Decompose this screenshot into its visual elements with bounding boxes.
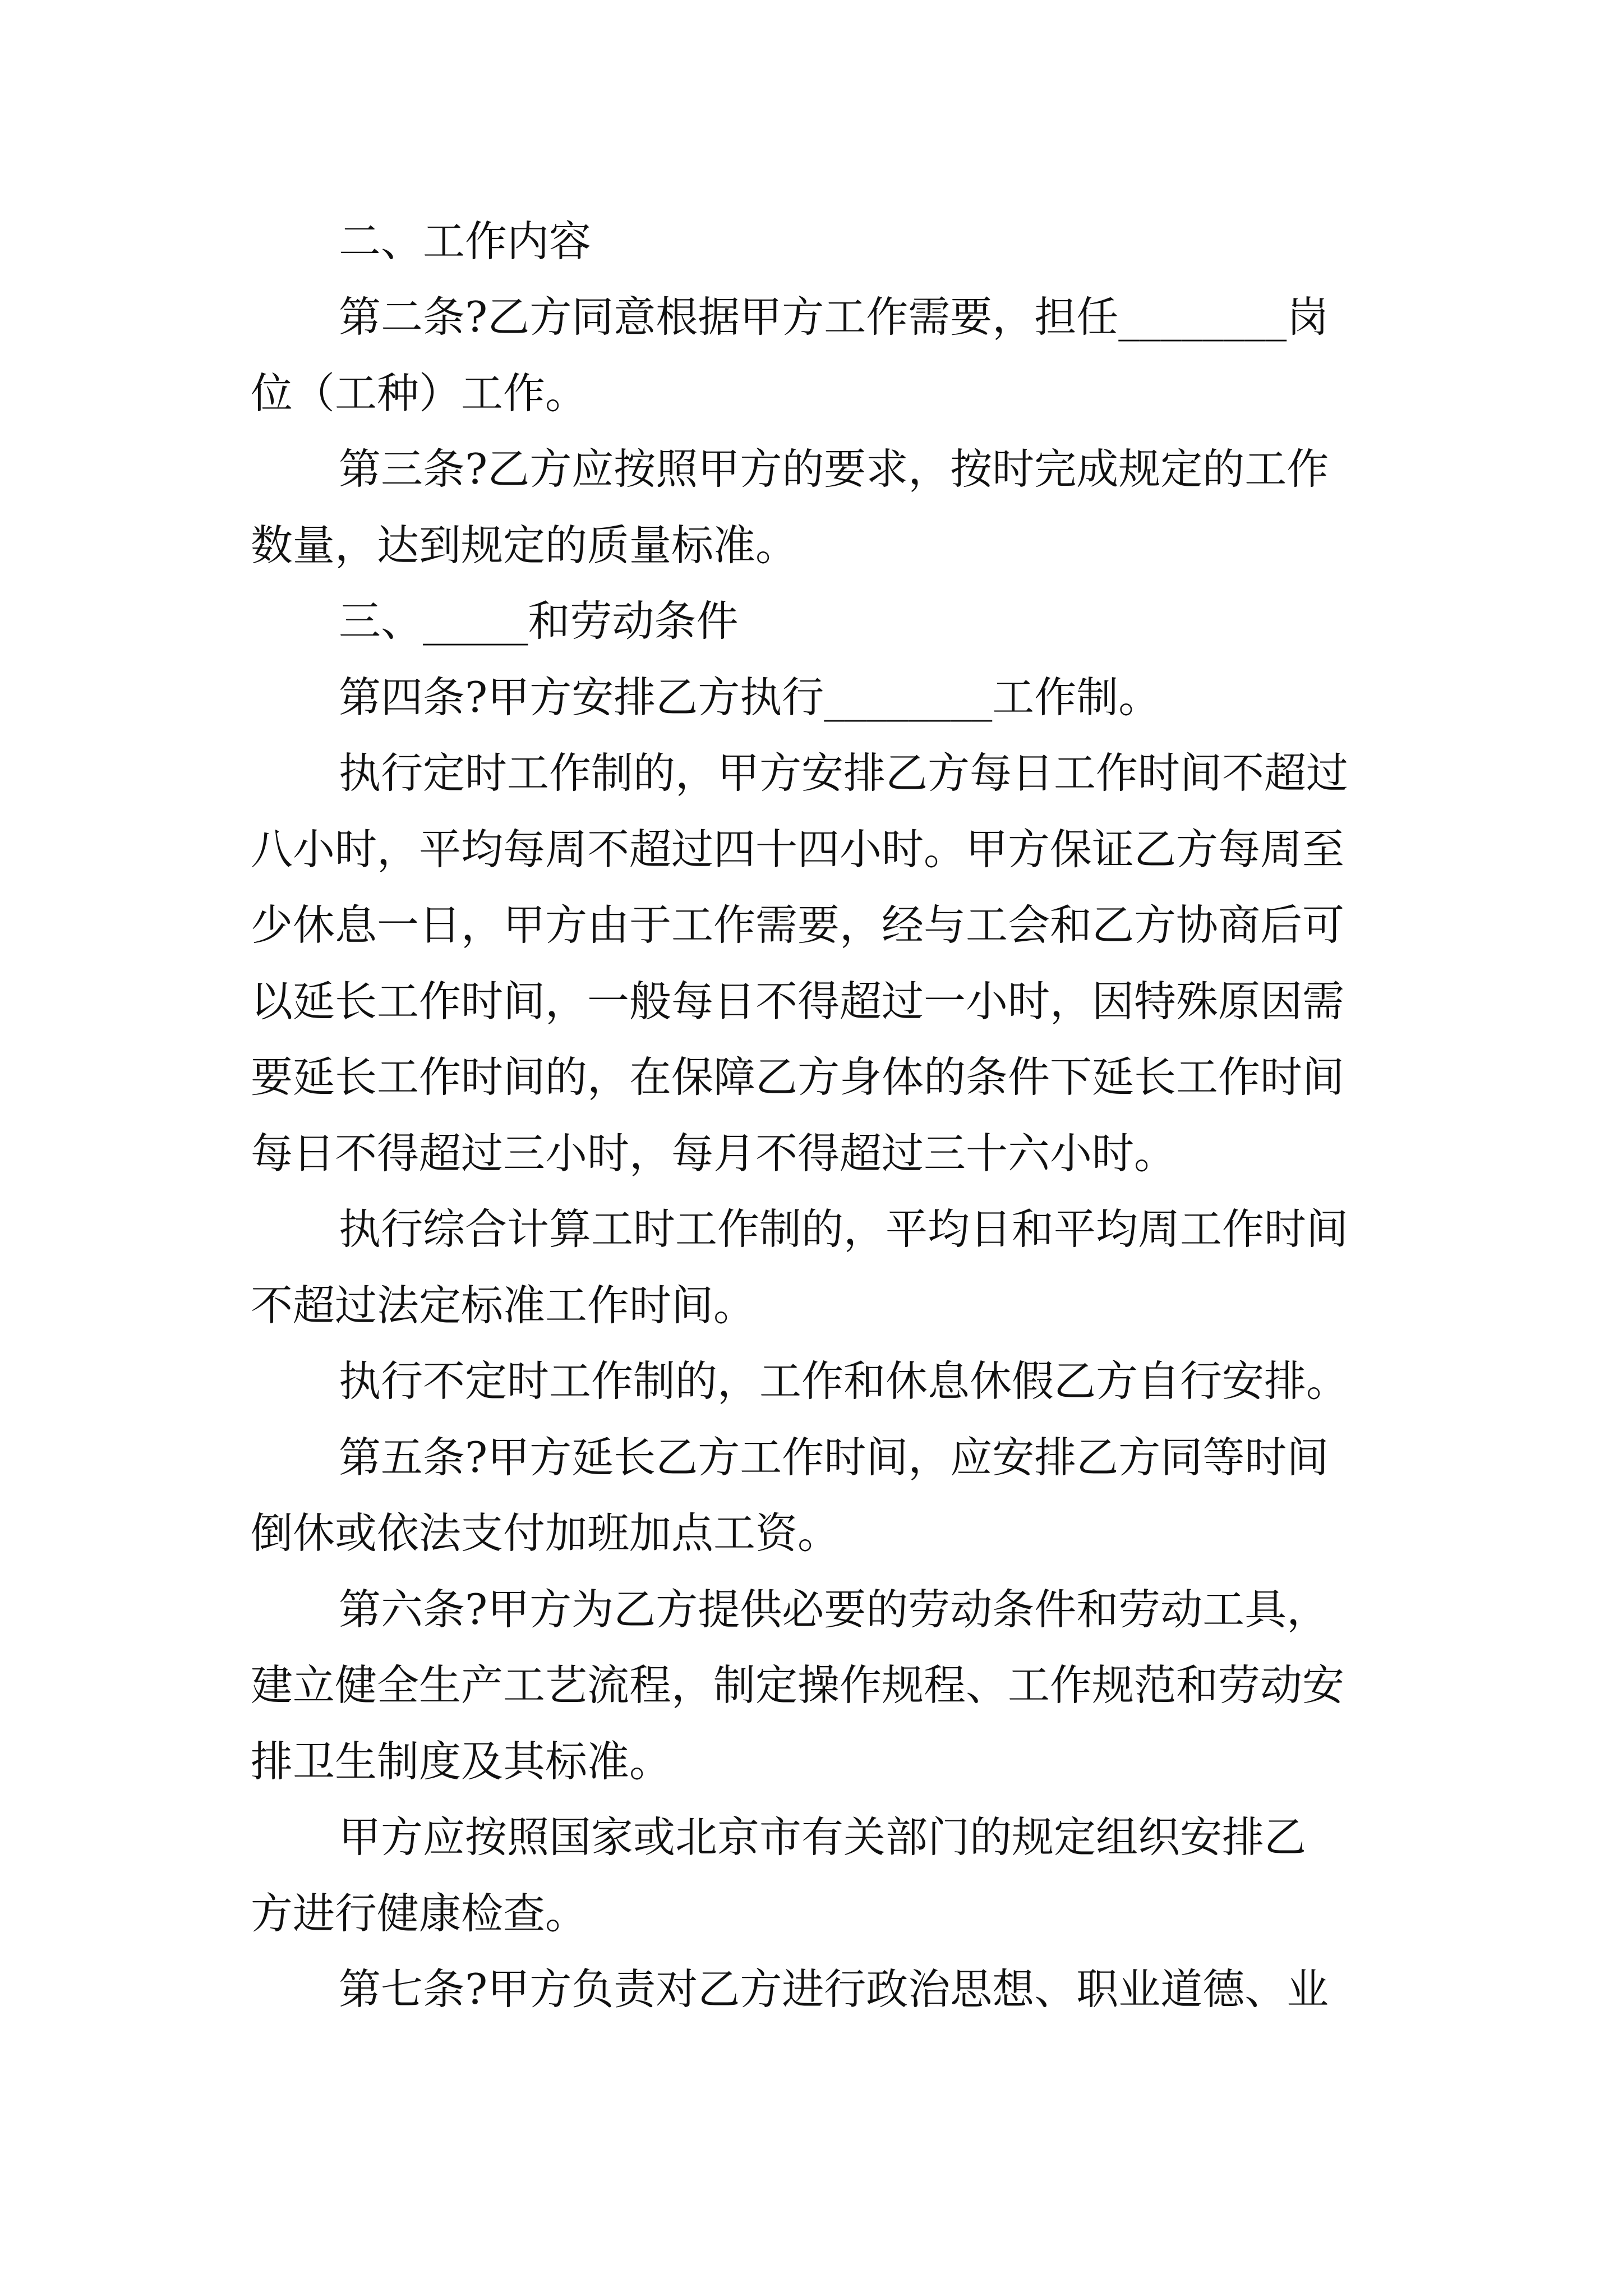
article-6-line-3: 排卫生制度及其标准。 — [251, 1737, 672, 1786]
fixed-hours-line-5: 要延长工作时间的，在保障乙方身体的条件下延长工作时间 — [251, 1052, 1345, 1102]
fixed-hours-line-1: 执行定时工作制的，甲方安排乙方每日工作时间不超过 — [339, 748, 1349, 798]
article-3-line-2: 数量，达到规定的质量标准。 — [251, 521, 798, 570]
section-heading-work-content: 二、工作内容 — [339, 217, 592, 266]
article-6-line-1: 第六条?甲方为乙方提供必要的劳动条件和劳动工具， — [339, 1585, 1329, 1634]
article-6-line-2: 建立健全生产工艺流程，制定操作规程、工作规范和劳动安 — [251, 1660, 1345, 1710]
flexible-hours-line-1: 执行不定时工作制的，工作和休息休假乙方自行安排。 — [339, 1356, 1349, 1406]
article-2-line-1: 第二条?乙方同意根据甲方工作需要，担任________岗 — [339, 292, 1329, 342]
comprehensive-hours-line-1: 执行综合计算工时工作制的，平均日和平均周工作时间 — [339, 1204, 1349, 1254]
fixed-hours-line-4: 以延长工作时间，一般每日不得超过一小时，因特殊原因需 — [251, 977, 1345, 1026]
article-7-line-1: 第七条?甲方负责对乙方进行政治思想、职业道德、业 — [339, 1964, 1329, 2014]
article-5-line-1: 第五条?甲方延长乙方工作时间，应安排乙方同等时间 — [339, 1433, 1329, 1482]
article-5-line-2: 倒休或依法支付加班加点工资。 — [251, 1508, 840, 1558]
fixed-hours-line-3: 少休息一日，甲方由于工作需要，经与工会和乙方协商后可 — [251, 900, 1345, 950]
health-check-line-1: 甲方应按照国家或北京市有关部门的规定组织安排乙 — [339, 1812, 1307, 1862]
article-2-line-2: 位（工种）工作。 — [251, 369, 588, 418]
section-heading-labor-conditions: 三、_____和劳动条件 — [339, 596, 739, 646]
article-3-line-1: 第三条?乙方应按照甲方的要求，按时完成规定的工作 — [339, 444, 1329, 494]
article-4-line-1: 第四条?甲方安排乙方执行________工作制。 — [339, 673, 1161, 722]
health-check-line-2: 方进行健康检查。 — [251, 1889, 588, 1938]
comprehensive-hours-line-2: 不超过法定标准工作时间。 — [251, 1281, 756, 1330]
fixed-hours-line-2: 八小时，平均每周不超过四十四小时。甲方保证乙方每周至 — [251, 825, 1345, 874]
fixed-hours-line-6: 每日不得超过三小时，每月不得超过三十六小时。 — [251, 1129, 1177, 1178]
